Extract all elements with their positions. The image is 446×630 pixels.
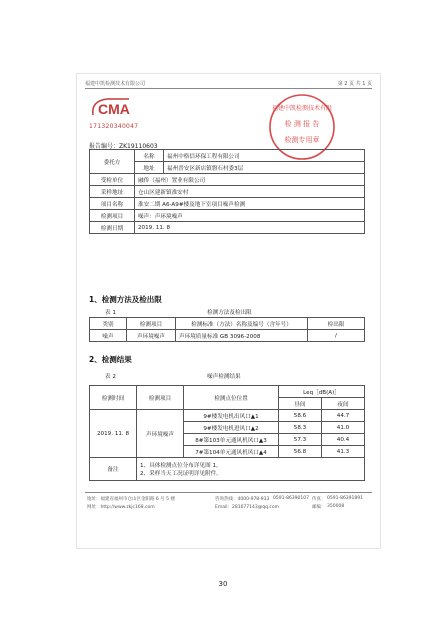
- page-header: [85, 80, 372, 87]
- item-value: 噪声：声环境噪声: [135, 210, 365, 222]
- report-page: [77, 74, 380, 548]
- section1-title: 1、检测方法及检出限: [89, 295, 162, 304]
- t2-cell-point-4: 7#第104单元通风机风口▲4: [184, 446, 279, 458]
- table1-title: 检测方法及检出限: [207, 310, 252, 316]
- unit-label: 受检单位: [90, 174, 135, 186]
- unit-value: 融侨（福州）置业有限公司: [135, 174, 365, 186]
- t1-header-standard: 检测标准（方法）名称及编号（含年号）: [176, 318, 308, 330]
- t2-cell-day-1: 58.6: [279, 410, 322, 422]
- t2-cell-day-2: 58.3: [279, 422, 322, 434]
- sample-addr-value: 仓山区建新镇淮安村: [135, 186, 365, 198]
- t1-header-limit: 检出限: [308, 318, 365, 330]
- t2-header-time: 检测时间: [90, 386, 137, 410]
- section2-title: 2、检测结果: [89, 355, 132, 364]
- name-value: 福州中格信环保工程有限公司: [164, 150, 365, 162]
- stamp-line2: 检 测 报 告: [284, 120, 320, 128]
- cma-logo-icon: [89, 95, 137, 121]
- footer-post-label: 邮编：: [312, 505, 326, 510]
- footer-phone: 0591-86390107: [273, 496, 309, 501]
- t1-header-category: 类别: [90, 318, 127, 330]
- cma-number: 171320340047: [89, 123, 139, 130]
- t2-header-item: 检测项目: [137, 386, 184, 410]
- header-page: 第 2 页 共 1 页: [337, 81, 372, 87]
- noise-result-table: [89, 385, 365, 481]
- t2-remark-content: [137, 458, 365, 481]
- header-company: 福建中凯检测技术有限公司: [85, 81, 146, 87]
- report-number: 报告编号：ZK19110603: [89, 143, 158, 150]
- t2-cell-date: 2019. 11. 8: [90, 410, 137, 458]
- t2-remark-label: 备注: [90, 458, 137, 481]
- t1-cell-limit: /: [308, 330, 365, 342]
- t1-cell-item: 声环境噪声: [127, 330, 176, 342]
- footer-fax-label: 传真：: [312, 497, 326, 502]
- remark-line-2: 2、采样当天工况证明详见附件。: [140, 471, 222, 477]
- t2-header-night: 夜间: [322, 398, 365, 410]
- sample-addr-label: 采样地址: [90, 186, 135, 198]
- footer-address: 地址：福建省福州市仓山区金阳路 6 号 5 楼: [87, 497, 175, 502]
- t2-cell-night-4: 41.3: [322, 446, 365, 458]
- footer-fax: 0591-86391891: [327, 496, 363, 501]
- remark-line-1: 1、具体检测点位分布详见图 1。: [140, 463, 222, 469]
- table2-number: 表 2: [105, 374, 116, 380]
- table1-number: 表 1: [105, 310, 116, 316]
- table2-title: 噪声检测结果: [207, 374, 241, 380]
- footer-tel: 咨询热线：4000-978-933: [215, 497, 270, 502]
- client-info-table: [89, 149, 365, 234]
- footer-divider: [85, 492, 372, 493]
- stamp-line3: 检测专用章: [284, 136, 320, 144]
- stamp-line1: 福建中凯检测技术有限: [271, 105, 333, 112]
- t2-cell-day-4: 56.8: [279, 446, 322, 458]
- date-value: 2019. 11. 8: [135, 222, 365, 234]
- t2-cell-point-3: 8#第103单元通风机风口▲3: [184, 434, 279, 446]
- footer-post: 350008: [327, 504, 345, 509]
- name-label: 名称: [135, 150, 164, 162]
- client-label: 委托方: [90, 150, 135, 174]
- t2-cell-day-3: 57.3: [279, 434, 322, 446]
- t2-cell-point-1: 9#楼发电机出风口▲1: [184, 410, 279, 422]
- footer-web: 网址：http://www.zkjc168.com: [87, 505, 155, 510]
- addr-label: 地址: [135, 162, 164, 174]
- t2-header-leq: Leq［dB(A)］: [279, 386, 365, 398]
- method-table: [89, 317, 365, 342]
- header-divider: [85, 88, 372, 89]
- date-label: 检测日期: [90, 222, 135, 234]
- t2-header-point: 检测点位位置: [184, 386, 279, 410]
- t1-cell-category: 噪声: [90, 330, 127, 342]
- item-label: 检测项目: [90, 210, 135, 222]
- project-value: 淮安二期 A6-A9#楼及地下室项目噪声检测: [135, 198, 365, 210]
- t2-cell-night-1: 44.7: [322, 410, 365, 422]
- t2-cell-item: 声环境噪声: [137, 410, 184, 458]
- t1-cell-standard: 声环境质量标准 GB 3096-2008: [176, 330, 308, 342]
- footer-email: Email：281677143@qq.com: [215, 505, 280, 510]
- cma-logo-text: CMA: [98, 101, 130, 117]
- project-label: 项目名称: [90, 198, 135, 210]
- t1-header-item: 检测项目: [127, 318, 176, 330]
- page-number: 30: [218, 580, 228, 588]
- t2-header-day: 昼间: [279, 398, 322, 410]
- t2-cell-point-2: 9#楼发电机进风口▲2: [184, 422, 279, 434]
- addr-value: 福州晋安区新店镇磐石村委3层: [164, 162, 365, 174]
- t2-cell-night-2: 41.0: [322, 422, 365, 434]
- t2-cell-night-3: 40.4: [322, 434, 365, 446]
